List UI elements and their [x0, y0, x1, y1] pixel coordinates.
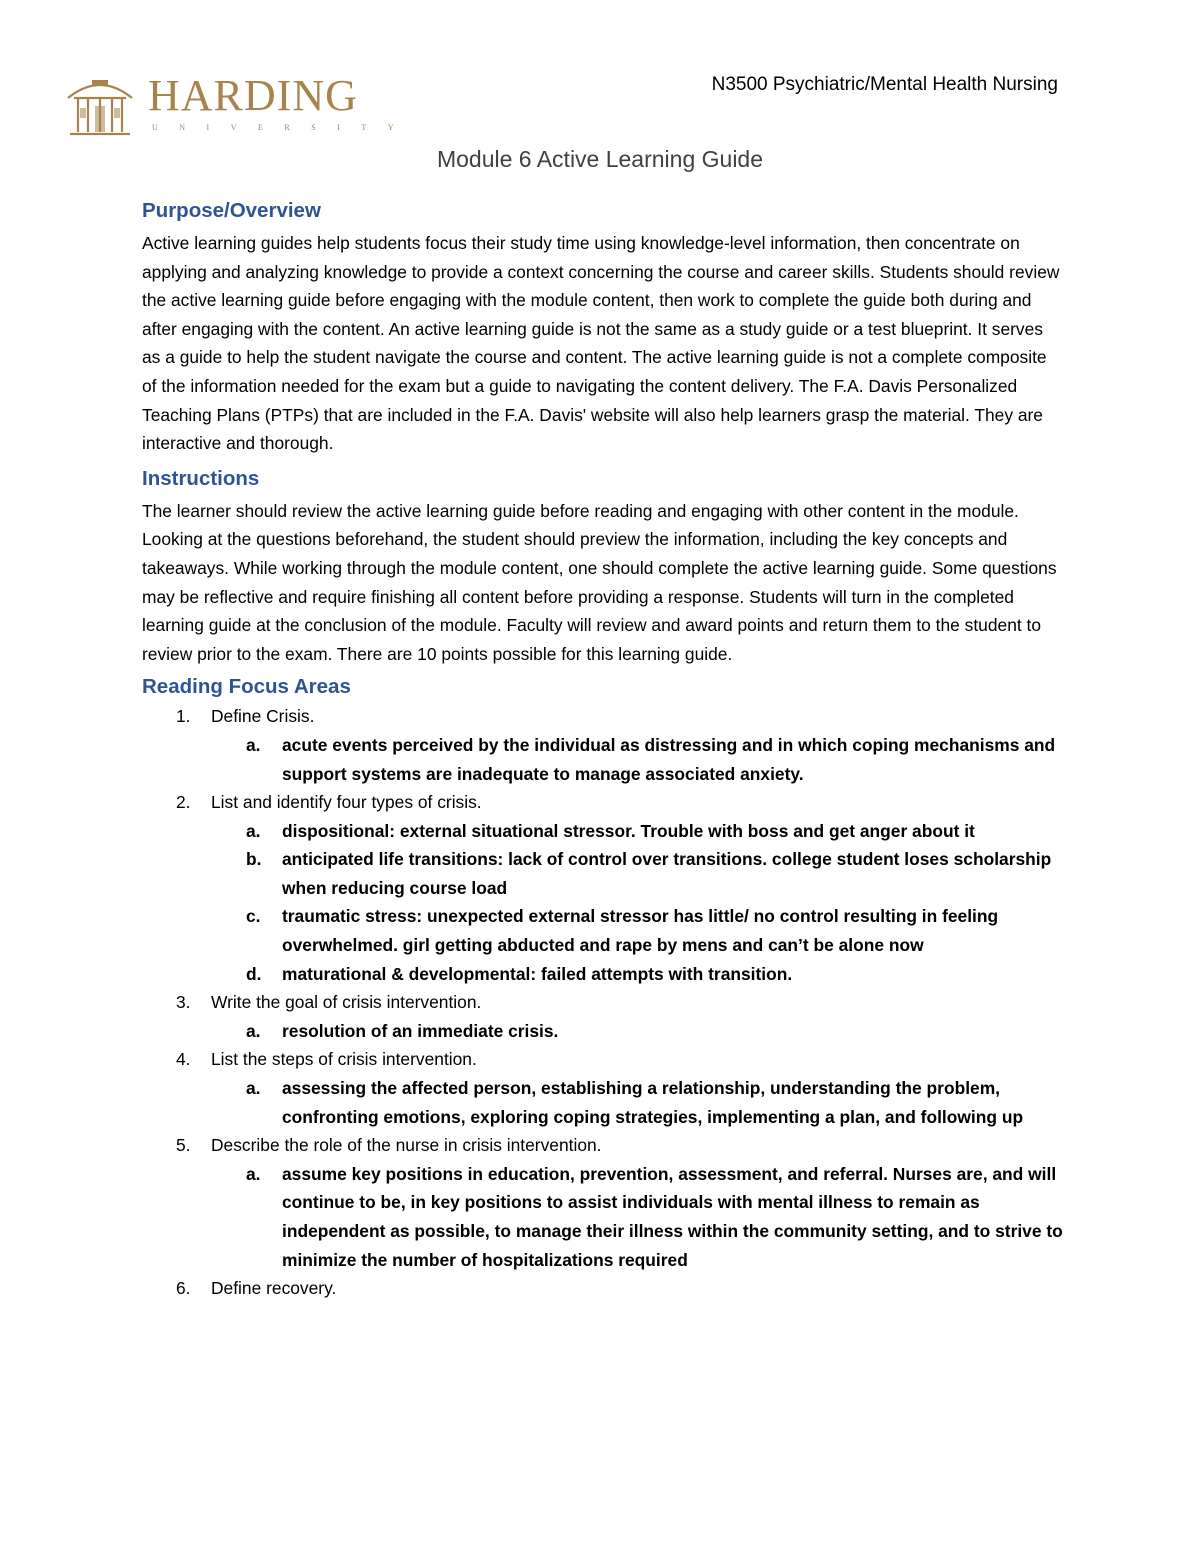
question-number: 4. — [176, 1049, 191, 1070]
answer-text: traumatic stress: unexpected external stressor has little/ no control resulting in feeling overwhelmed. girl getting abducted and rape by mens and can’t be alone now — [282, 906, 999, 956]
answer-letter: b. — [246, 849, 262, 870]
logo-wordmark: HARDING — [148, 71, 358, 120]
answer-item — [142, 960, 1064, 989]
question-number: 1. — [176, 706, 191, 727]
answer-text: maturational & developmental: failed attempts with transition. — [282, 963, 793, 984]
question-item — [142, 788, 1064, 988]
answer-item — [142, 731, 1064, 788]
question-number: 2. — [176, 792, 191, 813]
question-text: Describe the role of the nurse in crisis intervention. — [211, 1135, 602, 1156]
answer-list — [211, 817, 1064, 989]
answer-item — [142, 845, 1064, 902]
answer-list — [211, 731, 1064, 788]
instructions-paragraph: The learner should review the active learning guide before reading and engaging with other content in the module. Looking at the questions beforehand, the student should preview the information, including the key concepts and takeaways. While working through the module content, one should complete the active learning guide. Some questions may be reflective and require finishing all content before providing a response. Students will turn in the completed learning guide at the conclusion of the module. Faculty will review and award points and return them to the student to review prior to the exam. There are 10 points possible for this learning guide. — [142, 500, 1057, 664]
question-number: 3. — [176, 992, 191, 1013]
answer-list — [211, 1160, 1064, 1274]
answer-letter: a. — [246, 820, 261, 841]
page-title: Module 6 Active Learning Guide — [436, 146, 764, 172]
answer-text: assessing the affected person, establishing a relationship, understanding the problem, confronting emotions, exploring coping strategies, implementing a plan, and following up — [282, 1078, 1024, 1127]
course-header: N3500 Psychiatric/Mental Health Nursing — [711, 74, 1058, 95]
question-text: Define Crisis. — [211, 706, 315, 727]
purpose-paragraph: Active learning guides help students focus their study time using knowledge-level information, then concentrate on applying and analyzing knowledge to provide a context concerning the course and career skills. Students should review the active learning guide before engaging with the module content, then work to complete the guide both during and after engaging with the content. An active learning guide is not the same as a study guide or a test blueprint. It serves as a guide to help the student navigate the course and content. The active learning guide is not a complete composite of the information needed for the exam but a guide to navigating the content delivery. The F.A. Davis Personalized Teaching Plans (PTPs) that are included in the F.A. Davis' website will also help learners grasp the material. They are interactive and thorough. — [142, 233, 1060, 454]
question-list — [142, 702, 1064, 1302]
answer-letter: a. — [246, 734, 261, 755]
purpose-heading: Purpose/Overview — [142, 199, 321, 222]
answer-letter: a. — [246, 1020, 261, 1041]
answer-text: assume key positions in education, prevention, assessment, and referral. Nurses are, and will continue to be, in key positions to assist individuals with mental illness to remain as independent as possible, to manage their illness within the community setting, and to strive to minimize the number of hospitalizations required — [282, 1163, 1063, 1270]
answer-item — [142, 817, 1064, 846]
answer-item — [142, 902, 1064, 959]
answer-text: acute events perceived by the individual as distressing and in which coping mechanisms and support systems are inadequate to manage associated anxiety. — [282, 734, 1056, 784]
question-text: Write the goal of crisis intervention. — [211, 992, 482, 1013]
instructions-heading: Instructions — [142, 466, 260, 490]
harding-logo — [62, 68, 415, 140]
question-item — [142, 1274, 1064, 1303]
document-body — [142, 196, 1064, 1303]
building-icon — [62, 68, 138, 140]
reading-focus-heading: Reading Focus Areas — [142, 675, 351, 699]
answer-letter: c. — [246, 906, 261, 927]
question-item — [142, 1131, 1064, 1274]
answer-text: anticipated life transitions: lack of control over transitions. college student loses scholarship when reducing course load — [282, 849, 1052, 898]
answer-text: dispositional: external situational stressor. Trouble with boss and get anger about it — [282, 820, 975, 841]
question-item — [142, 702, 1064, 788]
answer-item — [142, 1160, 1064, 1274]
answer-letter: d. — [246, 963, 262, 984]
question-number: 6. — [176, 1278, 191, 1299]
answer-item — [142, 1017, 1064, 1046]
question-item — [142, 1045, 1064, 1131]
question-text: List and identify four types of crisis. — [211, 792, 482, 813]
question-text: List the steps of crisis intervention. — [211, 1049, 477, 1070]
answer-letter: a. — [246, 1078, 261, 1099]
answer-letter: a. — [246, 1163, 261, 1184]
question-number: 5. — [176, 1135, 191, 1156]
answer-list — [211, 1017, 1064, 1046]
question-item — [142, 988, 1064, 1045]
question-text: Define recovery. — [211, 1278, 337, 1299]
answer-text: resolution of an immediate crisis. — [282, 1020, 559, 1041]
logo-subtitle: UNIVERSITY — [152, 123, 415, 132]
answer-item — [142, 1074, 1064, 1131]
answer-list — [211, 1074, 1064, 1131]
